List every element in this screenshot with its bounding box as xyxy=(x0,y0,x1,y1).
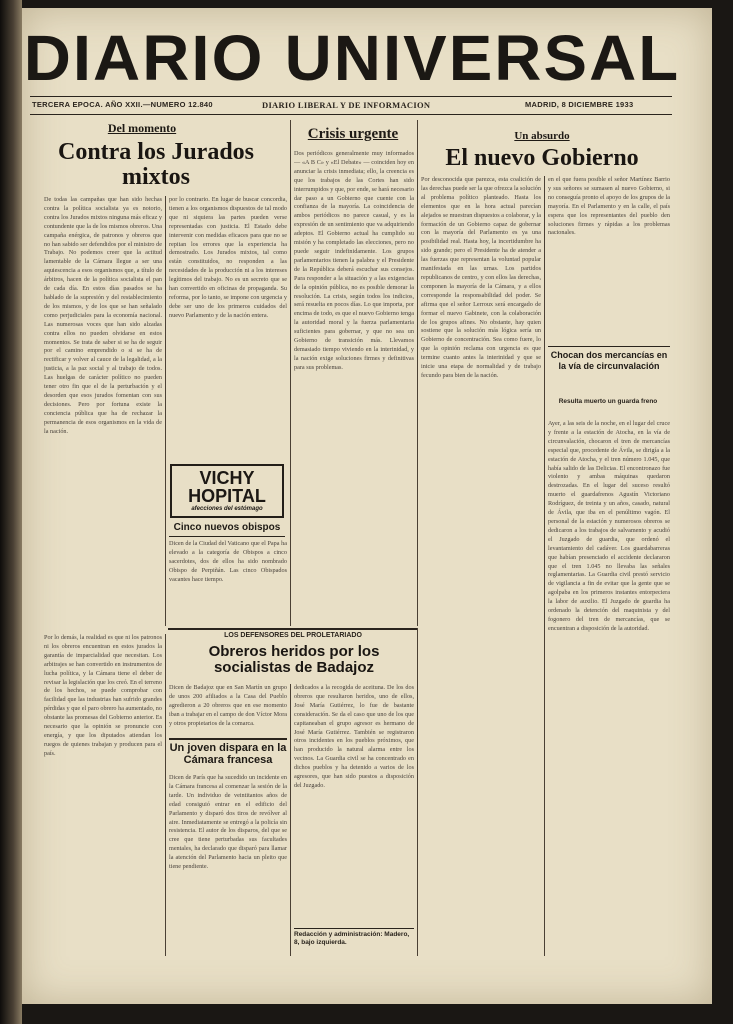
bottom-kicker: LOS DEFENSORES DEL PROLETARIADO xyxy=(224,632,362,639)
obispos-body: Dicen de la Ciudad del Vaticano que el Papa ha elevado a la categoría de Obispos a cinco sacerdotes, dos de ellos ha sido nombrado Obispo de Perpiñán. Las cinco Obispados vacantes hace tiempo. xyxy=(169,540,287,583)
col3-body: Dos periódicos generalmente muy informados — «A B C» y «El Debate» — coinciden hoy en anunciar la crisis inmediata; ello, la creencia es que los trabajos de las Cortes han sido interrumpidos y que, por ende, se hará necesario dar paso a un Gobierno que cuente con la confianza de la mayoría. La coincidencia de ambos periódicos no parece casual, y es la expresión de un sentimiento que va adquiriendo adeptos. El Gobierno actual ha cumplido su misión y ha completado las elecciones, pero no puede seguir indefinidamente. Los grupos parlamentarios tienen la palabra y el Presidente de la República deberá escuchar sus consejos. Para responder a la situación y a las exigencias de la opinión pública, no es posible demorar la resolución. La crisis, según todos los indicios, será resuelta en pocos días. Lo que importa, por encima de todo, es que el nuevo Gobierno tenga la autoridad moral y la fuerza parlamentaria suficientes para gobernar, y que no sea un Gobierno de transición más. Llevamos demasiado tiempo viviendo en la interinidad, y la nación exige soluciones firmes y definitivas para sus problemas. xyxy=(294,150,414,371)
mercancias-body: Ayer, a las seis de la noche, en el lugar del cruce y frente a la estación de Atocha, en la vía de circunvalación, chocaron el tren de mercancías especial que, procedente de Ávila, se dirigía a la estación de Atocha, y el tren número 1.045, que había salido de las Delicias. El encontronazo fue violento y ambas máquinas quedaron destrozadas. En el lugar del suceso resultó muerto el guardafrenos Agustín Victoriano Rodríguez, de treinta y un años, casado, natural de Ávila, que iba en el penúltimo vagón. El personal de la estación y numerosos obreros se dedicaron a los trabajos de salvamento y acudió el Juzgado de guardia, que ordenó el levantamiento del cadáver. Los guardabarreras que habían presenciado el accidente declararon que el tren 1.045 no llevaba las señales reglamentarias. La Guardia civil prestó servicio de vigilancia a fin de evitar que la gente que se agolpaba en los primeros instantes entorpeciera la labor de auxilio. El Juzgado de guardia ha ordenado la detención del maquinista y del fogonero del tren de mercancías, que se encuentran a disposición de la autoridad. xyxy=(548,420,670,632)
col5-body-a: en el que fuera posible el señor Martínez Barrio y sus señores se sumasen al nuevo Gobierno, si no conseguía pronto el apoyo de los grupos de la mayoría. En el Parlamento y en la calle, el país espera que los representantes del pueblo den soluciones firmes y rápidas a los problemas nacionales. xyxy=(548,176,670,237)
camara-body: Dicen de París que ha sucedido un incidente en la Cámara francesa al comenzar la sesión de la tarde. Un individuo de veintitantos años de edad consiguió entrar en el edificio del Parlamento y disparó dos tiros de revólver al aire. Inmediatamente se entregó a la policía sin resistencia. El autor de los disparos, del que se cree que tiene perturbadas sus facultades mentales, ha declarado que disparó para llamar la atención del Parlamento hacia un pleito que tiene pendiente. xyxy=(169,774,287,871)
obispos-headline: Cinco nuevos obispos xyxy=(173,522,281,533)
admin-address: Redacción y administración: Madero, 8, bajo izquierda. xyxy=(294,931,410,946)
col3-kicker: Crisis urgente xyxy=(307,126,399,142)
bottom-headline: Obreros heridos por los socialistas de Badajoz xyxy=(208,643,380,676)
bottom-body-b: dedicados a la recogida de aceituna. De los dos obreros que resultaron heridos, uno de ellos, José María Gutiérrez, lo fue de bastante consideración. Se da el caso que uno de los que capitaneaban el grupo agresor es hermano de José María Gutiérrez. También se registraron otros incidentes en los pueblos próximos, que han producido la natural alarma entre los vecinos. La Guardia civil se ha concentrado en dichos pueblos y ha detenido a varios de los agresores, que han sido puestos a disposición del Juzgado. xyxy=(294,684,414,789)
col1-kicker: Del momento xyxy=(107,121,177,135)
col1-body-c: Por lo demás, la realidad es que ni los patronos ni los obreros encuentran en estos jurados la garantía de imparcialidad que necesitan. Los arbitrajes se han convertido en instrumentos de lucha política, y la Cámara tiene el deber de revisar la legislación que los creó. En el terreno de los hechos, se puede comprobar con facilidad que las industrias han sufrido grandes pérdidas y que el paro obrero ha aumentado, no obstante las promesas del Gobierno anterior. Es necesario que la opinión se pronuncie con energía, y que los diputados atiendan los ruegos de quienes trabajan y producen para el país. xyxy=(44,634,162,757)
masthead-rule-top xyxy=(30,96,672,97)
masthead-title: DIARIO UNIVERSAL xyxy=(23,22,681,94)
mercancias-rule xyxy=(548,346,670,347)
mercancias-subhead: Resulta muerto un guarda freno xyxy=(558,398,658,405)
vichy-ad-line2: HOPITAL xyxy=(188,486,266,506)
admin-rule xyxy=(294,928,414,929)
col-divider xyxy=(165,196,166,626)
page-binding-shadow xyxy=(0,0,22,1024)
vichy-ad-line1: VICHY xyxy=(199,468,255,488)
edition-info: TERCERA EPOCA. AÑO XXII.—NUMERO 12.840 xyxy=(32,100,213,109)
col-divider xyxy=(290,684,291,956)
mercancias-headline: Chocan dos mercancías en la vía de circunvalación xyxy=(550,350,668,371)
col4-kicker: Un absurdo xyxy=(514,130,570,142)
bottom-rule xyxy=(168,628,418,630)
col-divider xyxy=(290,120,291,626)
col1-body-a: De todas las campañas que han sido hechas contra la política socialista ya es notorio, contra los Jurados mixtos ninguna más eficaz y contundente que la de los mismos obreros. Una campaña enérgica, de patronos y obreros que no han sabido ser defendidos por el ministro de Trabajo. No podemos creer que la actitud lamentable de la Cámara llegue a ser una aquiescencia a esos organismos que, a título de árbitros, hacen de la política socialista el pan de cada día. En estos días pasados se ha hablado de la supresión y del restablecimiento de los mismos, y de los que se han señalado como perjudiciales para la economía nacional. Las numerosas voces que han sido alzadas contra ellos no pueden olvidarse en estos momentos. Se trata de saber si se ha de seguir por el camino emprendido o si se ha de rectificar y volver al cauce de la legalidad, a la justicia, a la paz social y al trabajo de todos. Las huelgas de carácter político no pueden tener otro fin que el de la perturbación y el desorden que esos jurados fomentan con sus decisiones. Pero por fortuna existe la conciencia pública que ha de rechazar la permanencia de esos organismos en la vida de la nación. xyxy=(44,196,162,435)
col2-body-a: por lo contrario. En lugar de buscar concordia, tienen a los organismos dispuestos de tal modo que ni siquiera las partes pueden verse representadas con justicia. El Estado debe intervenir con medidas eficaces para que no se repitan los errores que la experiencia ha demostrado. Los Jurados mixtos, tal como están constituidos, no responden a las necesidades de la producción ni a los intereses legítimos del trabajo. No es un secreto que se han convertido en oficinas de propaganda. Su reforma, por lo tanto, se impone con urgencia y debe ser uno de los primeros cuidados del nuevo Parlamento y de la nación entera. xyxy=(169,196,287,319)
info-line xyxy=(30,98,672,112)
col-divider xyxy=(165,634,166,956)
newspaper-page xyxy=(22,8,712,1004)
obispos-rule xyxy=(169,536,285,537)
vichy-hopital-ad xyxy=(170,464,284,518)
col1-headline: Contra los Jurados mixtos xyxy=(57,139,255,191)
date-info: MADRID, 8 DICIEMBRE 1933 xyxy=(525,100,634,109)
col-divider xyxy=(544,176,545,956)
col-divider xyxy=(417,628,418,956)
camara-rule xyxy=(169,738,287,740)
masthead-rule-bottom xyxy=(30,114,672,115)
camara-headline: Un joven dispara en la Cámara francesa xyxy=(169,742,287,766)
col-divider xyxy=(417,120,418,626)
vichy-ad-line3: afecciones del estómago xyxy=(191,506,263,512)
tagline: DIARIO LIBERAL Y DE INFORMACION xyxy=(262,100,431,110)
col4-body: Por desconocida que parezca, esta coalición de las derechas puede ser la que ofrezca la solución al problema político planteado. Hasta los elementos que en la hora actual parecían alejados se muestran dispuestos a colaborar, y la formación de un Gobierno capaz de gobernar con la mayoría del Parlamento es ya una posibilidad real. Hasta hoy, la incertidumbre ha sido grande; pero el Presidente ha de atender a las fuerzas que representan la voluntad popular manifestada en las urnas. Los partidos republicanos de centro, y con ellos las derechas, componen la mayoría de la Cámara, y a ellos corresponde la responsabilidad del poder. Se afirma que el señor Lerroux será encargado de formar el nuevo Gabinete, con la colaboración de los grupos afines. No obstante, hay quien sostiene que la solución más lógica sería un Gobierno de concentración. Sea como fuere, lo que la opinión reclama con urgencia es que termine cuanto antes la interinidad y que se inicie una etapa de normalidad y de trabajo fecundo para bien de la nación. xyxy=(421,176,541,379)
bottom-body-a: Dicen de Badajoz que en San Martín un grupo de unos 200 afiliados a la Casa del Pueblo agredieron a 20 obreros que en ese momento iban a trabajar en el campo de don Víctor Mora y otros propietarios de la comarca. xyxy=(169,684,287,727)
col4-headline: El nuevo Gobierno xyxy=(445,145,639,171)
